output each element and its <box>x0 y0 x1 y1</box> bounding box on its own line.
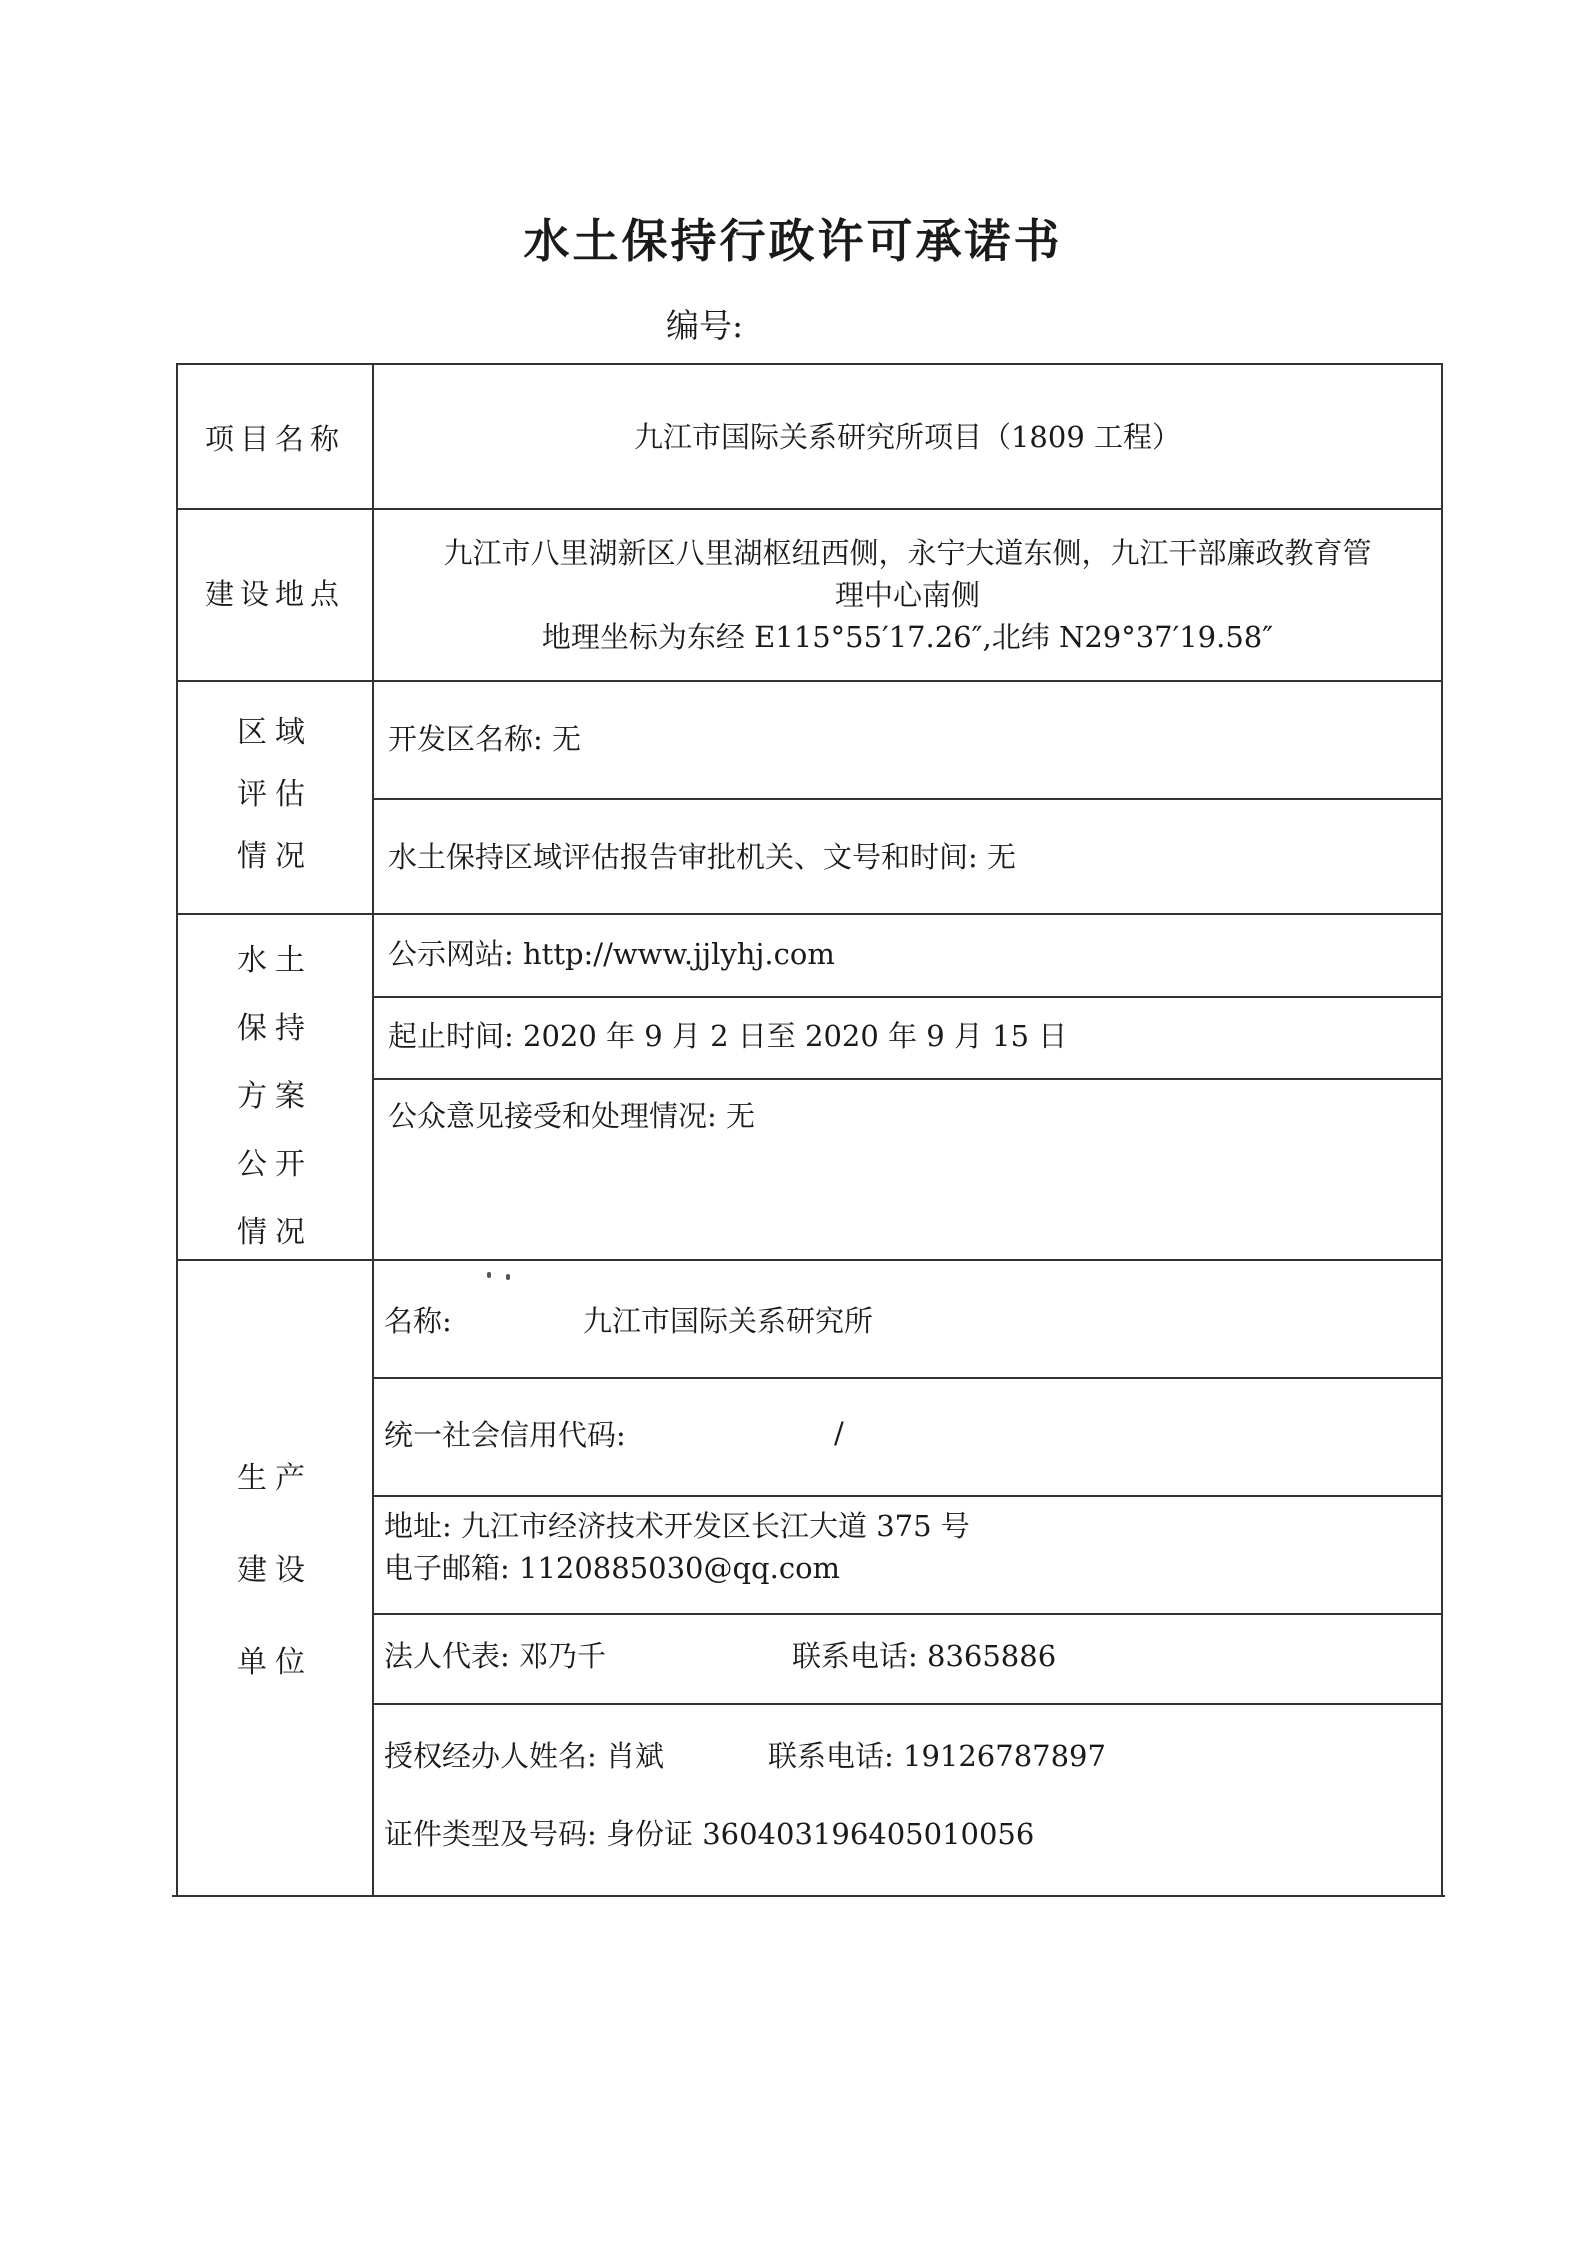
unit-name-value: 九江市国际关系研究所 <box>583 1304 874 1338</box>
regional-label-line-1: 区域 <box>237 715 313 750</box>
location-label: 建设地点 <box>204 577 345 611</box>
legal-representative: 法人代表: 邓乃千 <box>384 1639 606 1673</box>
unit-label-line-2: 建设 <box>237 1553 313 1588</box>
location-coordinates: 地理坐标为东经 E115°55′17.26″,北纬 N29°37′19.58″ <box>541 620 1274 654</box>
disclosure-period: 起止时间: 2020 年 9 月 2 日至 2020 年 9 月 15 日 <box>388 1019 1068 1053</box>
disclosure-label-line-2: 保持 <box>237 1011 313 1046</box>
regional-label-line-3: 情况 <box>237 839 313 874</box>
public-opinion: 公众意见接受和处理情况: 无 <box>388 1099 755 1133</box>
unit-label-line-1: 生产 <box>237 1461 313 1496</box>
location-line2: 理中心南侧 <box>834 578 980 612</box>
project-name-label: 项目名称 <box>204 422 345 456</box>
legal-phone: 联系电话: 8365886 <box>792 1639 1057 1673</box>
document-title: 水土保持行政许可承诺书 <box>523 214 1063 268</box>
credit-code-label: 统一社会信用代码: <box>384 1418 626 1452</box>
authorized-agent: 授权经办人姓名: 肖斌 <box>384 1739 664 1773</box>
disclosure-label-line-4: 公开 <box>237 1147 313 1182</box>
doc-number-label: 编号: <box>666 306 744 345</box>
disclosure-label <box>178 927 372 1267</box>
scan-speck <box>487 1272 491 1278</box>
project-name-value: 九江市国际关系研究所项目（1809 工程） <box>633 420 1182 454</box>
unit-email: 电子邮箱: 1120885030@qq.com <box>384 1551 841 1585</box>
disclosure-website: 公示网站: http://www.jjlyhj.com <box>388 937 835 971</box>
agent-id: 证件类型及号码: 身份证 360403196405010056 <box>384 1817 1035 1851</box>
construction-unit-label <box>178 1433 372 1709</box>
credit-code-value: / <box>834 1416 844 1450</box>
disclosure-label-line-1: 水土 <box>237 943 313 978</box>
dev-zone-name: 开发区名称: 无 <box>388 722 581 756</box>
scan-speck <box>506 1274 510 1280</box>
regional-assessment-label <box>178 702 372 888</box>
regional-approval: 水土保持区域评估报告审批机关、文号和时间: 无 <box>388 840 1016 874</box>
unit-address: 地址: 九江市经济技术开发区长江大道 375 号 <box>384 1509 970 1543</box>
location-line1: 九江市八里湖新区八里湖枢纽西侧，永宁大道东侧，九江干部廉政教育管 <box>443 536 1372 570</box>
disclosure-label-line-3: 方案 <box>237 1079 313 1114</box>
regional-label-line-2: 评估 <box>237 777 313 812</box>
unit-name-label: 名称: <box>384 1304 452 1338</box>
disclosure-label-line-5: 情况 <box>237 1215 313 1250</box>
unit-label-line-3: 单位 <box>237 1645 313 1680</box>
agent-phone: 联系电话: 19126787897 <box>768 1739 1106 1773</box>
